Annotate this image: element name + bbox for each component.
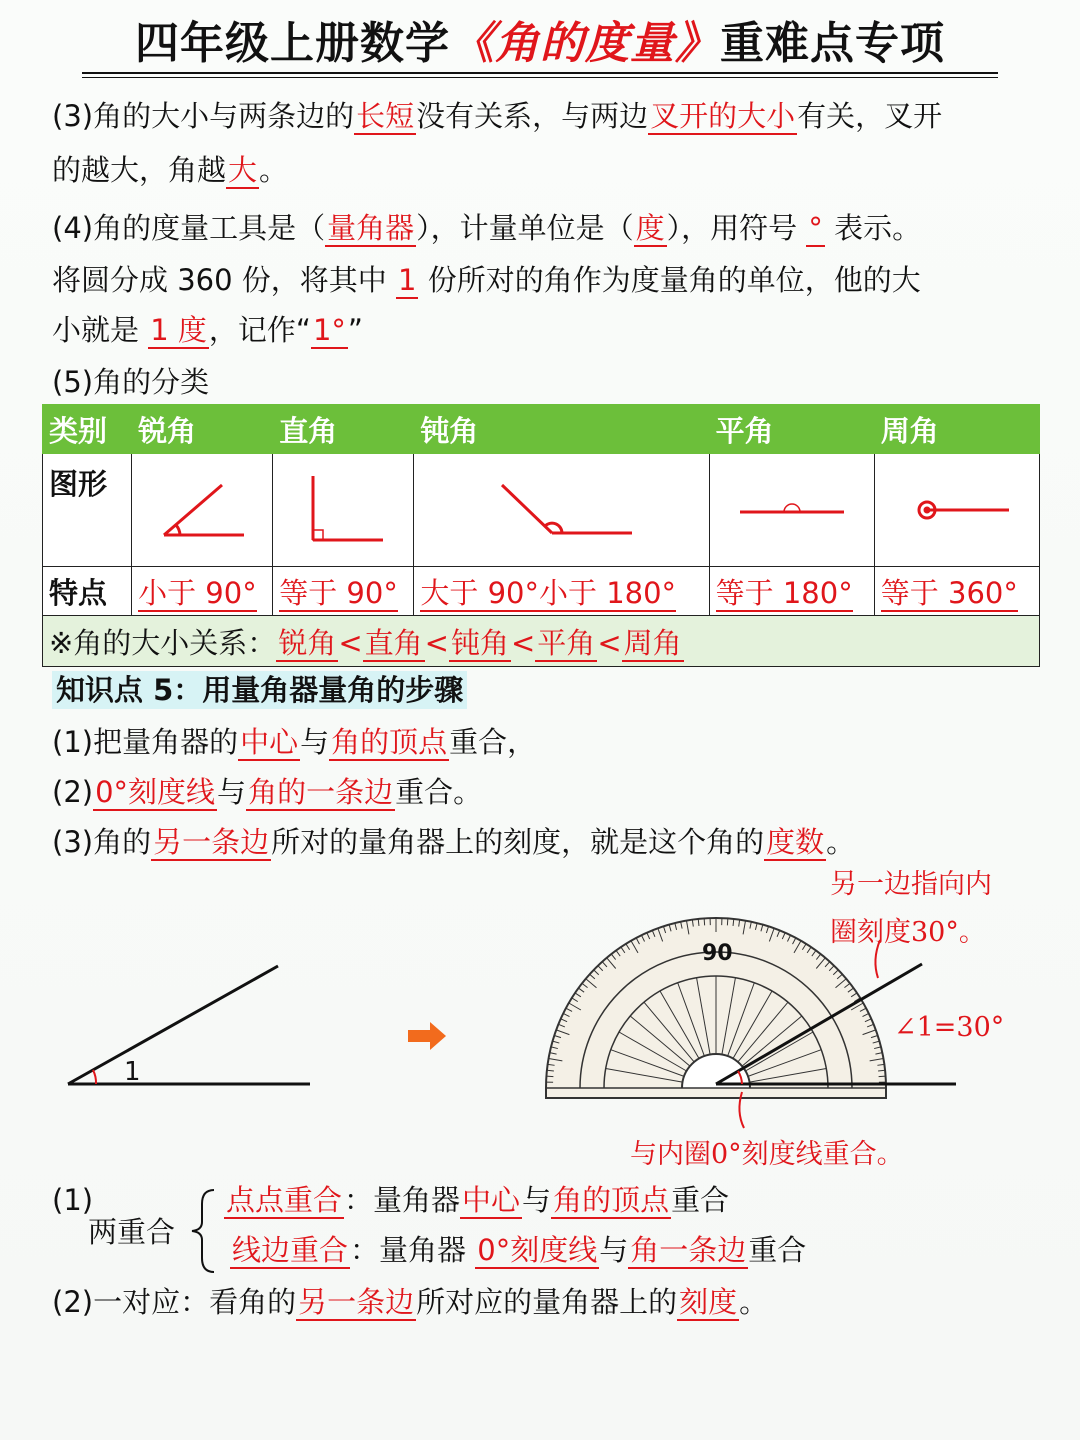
summary-row2: 线边重合：量角器 0°刻度线与角一条边重合 [232, 1233, 807, 1267]
summary-r1-blank1: 点点重合 [226, 1183, 343, 1217]
kp5-heading-text: 知识点 5：用量角器量角的步骤 [52, 671, 467, 709]
acute-angle-figure [132, 454, 273, 567]
p4-blank-4: 1 [398, 263, 417, 297]
p3-blank-2: 叉开的大小 [650, 99, 796, 133]
feature-label: 特点 [43, 567, 132, 616]
right-arrow-icon [408, 1022, 446, 1050]
relation-prefix: ※角的大小关系： [49, 625, 277, 660]
kp5-step3: (3)角的另一条边所对的量角器上的刻度，就是这个角的度数。 [52, 825, 856, 859]
feature-cell [273, 567, 414, 616]
p3-blank-3: 大 [228, 153, 258, 187]
kp5-s2-blank2: 角的一条边 [248, 775, 394, 809]
kp5-step2: (2)0°刻度线与角的一条边重合。 [52, 775, 483, 809]
table-figure-row [43, 454, 1040, 567]
p3-blank-1: 长短 [356, 99, 415, 133]
p4-blank-1: 量角器 [327, 211, 415, 245]
annotation-right: ∠1=30° [894, 1012, 1005, 1043]
kp5-step1: (1)把量角器的中心与角的顶点重合， [52, 725, 537, 759]
feature-right: 等于 90° [279, 575, 398, 610]
relation-item: 锐角 [278, 625, 337, 660]
summary-one-label: 两重合 [88, 1215, 176, 1249]
kp5-s3-blank2: 度数 [766, 825, 825, 859]
kp5-s2-blank1: 0°刻度线 [95, 775, 216, 809]
relation-item: 钝角 [450, 625, 509, 660]
kp5-s1-blank1: 中心 [240, 725, 299, 759]
title-underline-2 [82, 77, 998, 78]
summary-two: (2)一对应：看角的另一条边所对应的量角器上的刻度。 [52, 1285, 769, 1319]
p4-blank-6: 1° [312, 313, 346, 347]
kp5-s3-blank1: 另一条边 [153, 825, 270, 859]
relation-item: 平角 [537, 625, 596, 660]
relation-item: 周角 [623, 625, 682, 660]
angle-label: 1 [124, 1057, 141, 1087]
table-relation-row [43, 616, 1040, 667]
header-cell: 类别 [43, 405, 132, 454]
header-cell: 锐角 [132, 405, 273, 454]
feature-cell [709, 567, 874, 616]
header-cell: 钝角 [414, 405, 709, 454]
p4-blank-3: ° [808, 211, 823, 245]
straight-angle-figure [709, 454, 874, 567]
header-cell: 周角 [874, 405, 1039, 454]
annotation-top-1: 另一边指向内 [830, 869, 992, 900]
feature-obtuse: 大于 90°小于 180° [420, 575, 677, 610]
summary-row1: 点点重合：量角器中心与角的顶点重合 [226, 1183, 730, 1217]
p3-line2: 的越大，角越大。 [52, 153, 289, 187]
full-angle-figure [874, 454, 1039, 567]
summary-r1-blank2: 中心 [462, 1183, 521, 1217]
title-suffix: 重难点专项 [720, 18, 945, 69]
page-title [0, 14, 1080, 74]
p4-blank-5: 1 度 [150, 313, 207, 347]
feature-straight: 等于 180° [715, 575, 853, 610]
annotation-top-2: 圈刻度30°。 [830, 917, 986, 948]
title-red-part: 《角的度量》 [450, 18, 720, 69]
table-header-row [43, 405, 1040, 454]
protractor-center-number: 90 [702, 941, 733, 966]
feature-full: 等于 360° [880, 575, 1018, 610]
header-cell: 平角 [709, 405, 874, 454]
protractor-diagram [0, 860, 1080, 1180]
obtuse-angle-figure [414, 454, 709, 567]
p4-line2: 将圆分成 360 份，将其中 1 份所对的角作为度量角的单位，他的大 [52, 263, 921, 297]
p5-heading: (5)角的分类 [52, 365, 210, 399]
annotation-bottom: 与内圈0°刻度线重合。 [630, 1139, 904, 1170]
summary-r2-blank1: 线边重合 [232, 1233, 349, 1267]
right-angle-figure [273, 454, 414, 567]
kp5-s1-blank2: 角的顶点 [331, 725, 448, 759]
angle-classification-table [42, 404, 1040, 667]
header-cell: 直角 [273, 405, 414, 454]
feature-cell [132, 567, 273, 616]
relation-cell: ※角的大小关系：锐角<直角<钝角<平角<周角 [43, 616, 1040, 667]
summary-r1-blank3: 角的顶点 [553, 1183, 670, 1217]
p4-line1: (4)角的度量工具是（量角器），计量单位是（度），用符号 ° 表示。 [52, 211, 922, 245]
kp5-heading [52, 670, 467, 710]
brace-icon [188, 1186, 218, 1276]
feature-cell [874, 567, 1039, 616]
feature-cell [414, 567, 709, 616]
relation-item: 直角 [364, 625, 423, 660]
summary-one-prefix: (1) [52, 1183, 94, 1217]
example-angle [68, 966, 310, 1087]
summary-r2-blank2: 0°刻度线 [477, 1233, 598, 1267]
p4-line3: 小就是 1 度，记作“1°” [52, 313, 363, 347]
title-underline [82, 72, 998, 74]
feature-acute: 小于 90° [138, 575, 257, 610]
summary-r2-blank3: 角一条边 [630, 1233, 747, 1267]
figure-label: 图形 [43, 454, 132, 567]
table-feature-row [43, 567, 1040, 616]
summary-two-blank1: 另一条边 [298, 1285, 415, 1319]
summary-two-blank2: 刻度 [679, 1285, 738, 1319]
p3-line1: (3)角的大小与两条边的长短没有关系，与两边叉开的大小有关，叉开 [52, 99, 943, 133]
title-prefix: 四年级上册数学 [135, 18, 450, 69]
p4-blank-2: 度 [635, 211, 665, 245]
